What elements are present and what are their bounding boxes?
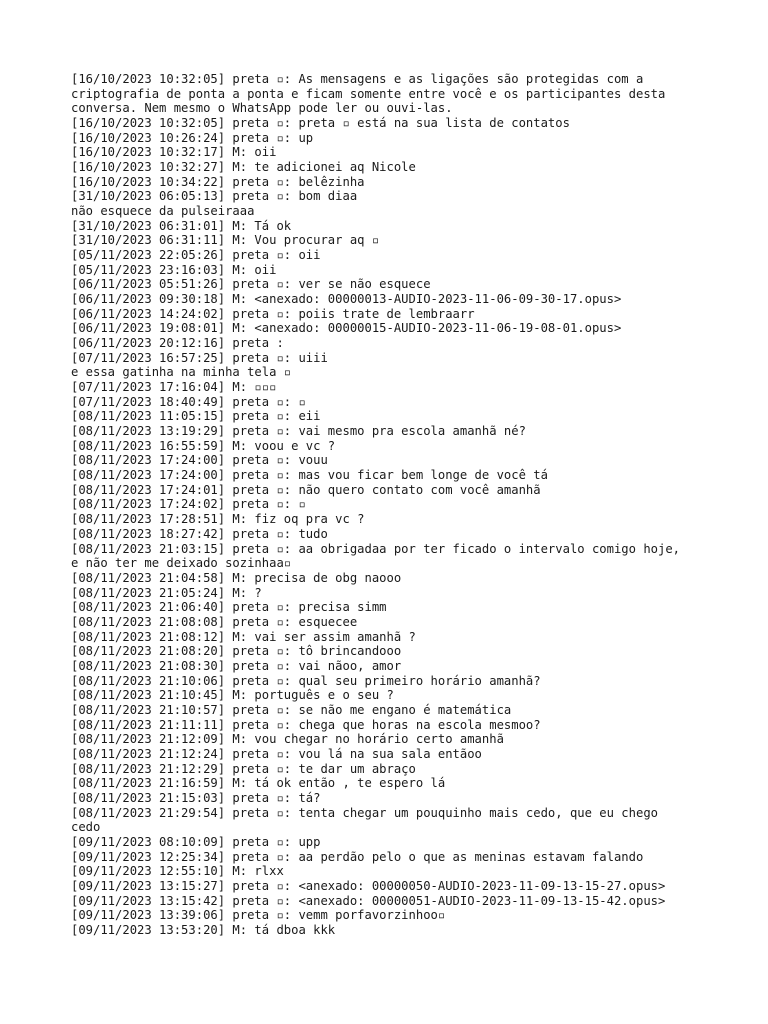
transcript-line: [08/11/2023 21:05:24] M: ? [71,585,262,600]
transcript-line: e não ter me deixado sozinhaa▫ [71,556,292,571]
transcript-line: [09/11/2023 13:15:27] preta ▫: <anexado: 00000050-AUDIO-2023-11-09-13-15-27.opus> [71,878,666,893]
transcript-line: [08/11/2023 21:04:58] M: precisa de obg naooo [71,570,402,585]
transcript-line: [06/11/2023 09:30:18] M: <anexado: 00000013-AUDIO-2023-11-06-09-30-17.opus> [71,292,622,307]
transcript-line: [31/10/2023 06:31:01] M: Tá ok [71,218,292,233]
transcript-line: [08/11/2023 21:10:06] preta ▫: qual seu primeiro horário amanhã? [71,673,541,688]
transcript-line: [16/10/2023 10:32:27] M: te adicionei aq Nicole [71,160,416,175]
transcript-line: [08/11/2023 18:27:42] preta ▫: tudo [71,526,328,541]
transcript-line: [31/10/2023 06:05:13] preta ▫: bom diaa [71,189,358,204]
transcript-line: [08/11/2023 21:08:20] preta ▫: tô brincandooo [71,644,402,659]
transcript-line: [16/10/2023 10:34:22] preta ▫: belêzinha [71,174,365,189]
transcript-line: [08/11/2023 17:24:01] preta ▫: não quero contato com você amanhã [71,482,541,497]
transcript-line: criptografia de ponta a ponta e ficam somente entre você e os participantes desta [71,86,666,101]
transcript-line: [16/10/2023 10:32:05] preta ▫: preta ▫ está na sua lista de contatos [71,116,570,131]
transcript-line: [16/10/2023 10:26:24] preta ▫: up [71,130,314,145]
transcript-line: [08/11/2023 17:24:00] preta ▫: mas vou ficar bem longe de você tá [71,468,548,483]
transcript-line: [08/11/2023 21:12:24] preta ▫: vou lá na sua sala entãoo [71,746,482,761]
transcript-line: [07/11/2023 16:57:25] preta ▫: uiii [71,350,328,365]
transcript-line: [06/11/2023 19:08:01] M: <anexado: 00000015-AUDIO-2023-11-06-19-08-01.opus> [71,321,622,336]
transcript-line: [09/11/2023 08:10:09] preta ▫: upp [71,834,321,849]
transcript-line: [09/11/2023 13:53:20] M: tá dboa kkk [71,922,336,937]
transcript-line: [08/11/2023 21:08:08] preta ▫: esquecee [71,614,358,629]
transcript-line: [07/11/2023 17:16:04] M: ▫▫▫ [71,380,277,395]
transcript-line: [08/11/2023 21:10:57] preta ▫: se não me engano é matemática [71,702,512,717]
transcript-line: cedo [71,820,101,835]
transcript-line: [05/11/2023 23:16:03] M: oii [71,262,277,277]
transcript-line: [08/11/2023 21:16:59] M: tá ok então , te espero lá [71,776,446,791]
transcript-line: [09/11/2023 13:39:06] preta ▫: vemm porfavorzinhoo▫ [71,908,446,923]
transcript-line: conversa. Nem mesmo o WhatsApp pode ler ou ouvi-las. [71,101,453,116]
chat-transcript [71,72,761,938]
transcript-line: [08/11/2023 21:11:11] preta ▫: chega que horas na escola mesmoo? [71,717,541,732]
transcript-line: [08/11/2023 21:10:45] M: português e o seu ? [71,688,394,703]
transcript-line: [06/11/2023 20:12:16] preta : [71,336,284,351]
transcript-line: [09/11/2023 13:15:42] preta ▫: <anexado: 00000051-AUDIO-2023-11-09-13-15-42.opus> [71,893,666,908]
transcript-line: [16/10/2023 10:32:05] preta ▫: As mensagens e as ligações são protegidas com a [71,72,644,86]
transcript-line: [09/11/2023 12:25:34] preta ▫: aa perdão pelo o que as meninas estavam falando [71,849,644,864]
transcript-line: [08/11/2023 17:24:00] preta ▫: vouu [71,453,328,468]
transcript-line: [06/11/2023 05:51:26] preta ▫: ver se não esquece [71,277,431,292]
transcript-line: não esquece da pulseiraaa [71,204,255,219]
transcript-line: [08/11/2023 21:03:15] preta ▫: aa obrigadaa por ter ficado o intervalo comigo hoje, [71,541,681,556]
transcript-line: [08/11/2023 17:24:02] preta ▫: ▫ [71,497,306,512]
transcript-line: [08/11/2023 21:29:54] preta ▫: tenta chegar um pouquinho mais cedo, que eu chego [71,805,658,820]
transcript-line: [07/11/2023 18:40:49] preta ▫: ▫ [71,394,306,409]
transcript-line: [08/11/2023 17:28:51] M: fiz oq pra vc ? [71,512,365,527]
transcript-line: [05/11/2023 22:05:26] preta ▫: oii [71,248,321,263]
transcript-line: [08/11/2023 21:08:12] M: vai ser assim amanhã ? [71,629,416,644]
transcript-line: [08/11/2023 21:12:09] M: vou chegar no horário certo amanhã [71,732,504,747]
transcript-line: [08/11/2023 13:19:29] preta ▫: vai mesmo pra escola amanhã né? [71,424,526,439]
transcript-line: [31/10/2023 06:31:11] M: Vou procurar aq ▫ [71,233,380,248]
transcript-line: [06/11/2023 14:24:02] preta ▫: poiis trate de lembraarr [71,306,475,321]
transcript-line: [08/11/2023 21:15:03] preta ▫: tá? [71,790,321,805]
transcript-line: [08/11/2023 16:55:59] M: voou e vc ? [71,438,336,453]
transcript-line: [08/11/2023 21:06:40] preta ▫: precisa simm [71,600,387,615]
transcript-line: [08/11/2023 21:08:30] preta ▫: vai nãoo, amor [71,658,402,673]
transcript-line: [08/11/2023 11:05:15] preta ▫: eii [71,409,321,424]
transcript-line: [16/10/2023 10:32:17] M: oii [71,145,277,160]
transcript-line: [09/11/2023 12:55:10] M: rlxx [71,864,284,879]
transcript-line: [08/11/2023 21:12:29] preta ▫: te dar um abraço [71,761,416,776]
transcript-line: e essa gatinha na minha tela ▫ [71,365,292,380]
